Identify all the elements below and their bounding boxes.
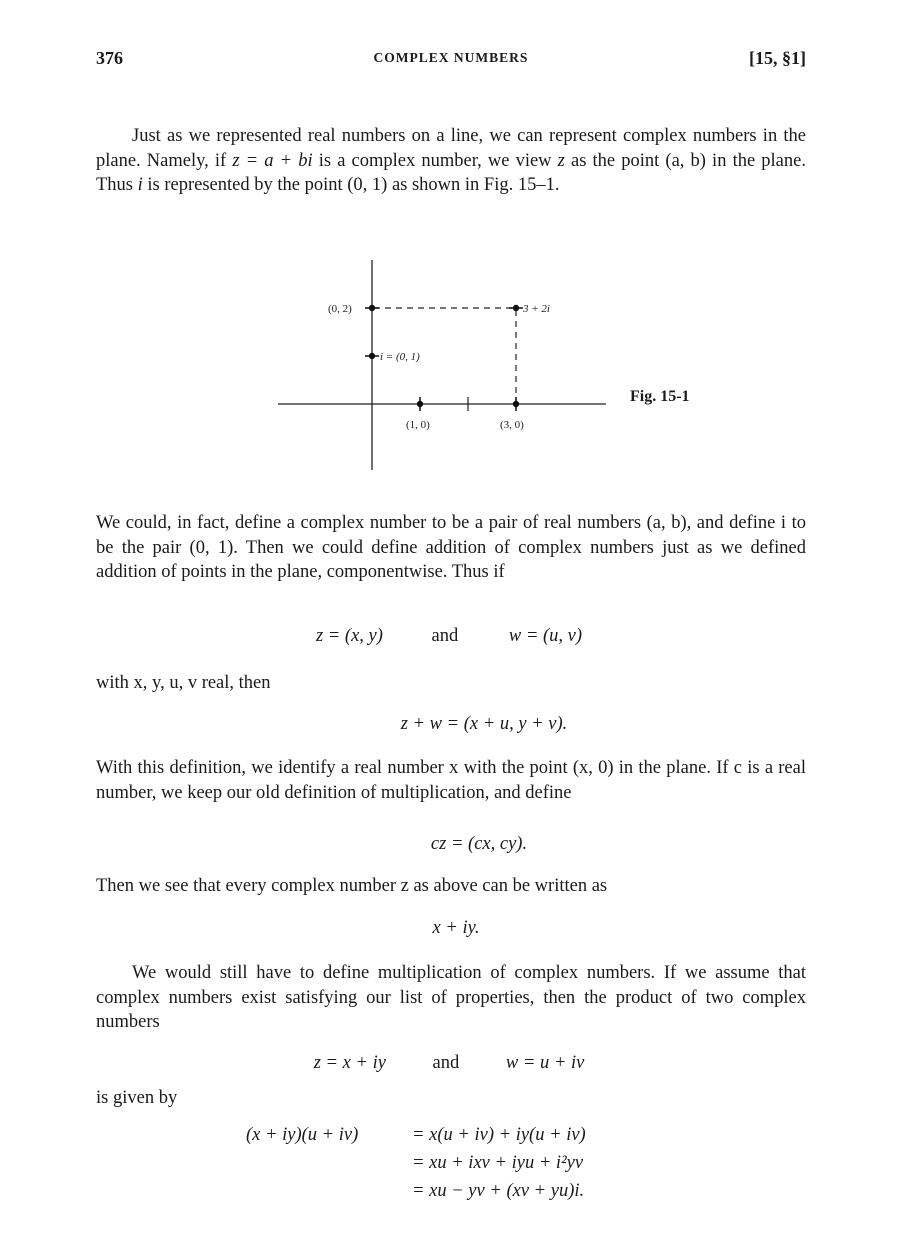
paragraph-definition: We could, in fact, define a complex number to be a pair of real numbers (a, b), and define i to be the pair (0, 1). Then we could define addition of complex numbers just as we defined addition of points in the plane, componentwise. Thus if	[96, 513, 806, 582]
text-span: is a complex number, we view	[312, 150, 558, 171]
figure-complex-plane	[270, 258, 740, 473]
point-3-0	[513, 397, 519, 411]
label-i-0-1: i = (0, 1)	[380, 351, 420, 363]
product-step-1: = x(u + iv) + iy(u + iv)	[412, 1125, 586, 1145]
math-expression: z = (x, y)	[315, 626, 383, 646]
equation-addition: z + w = (x + u, y + v).	[400, 714, 568, 734]
conjunction: and	[431, 626, 459, 646]
label-1-0: (1, 0)	[406, 419, 430, 431]
text-span: as the point	[564, 150, 666, 171]
text-span: in the plane. Thus	[96, 150, 806, 195]
paragraph-identify-real: With this definition, we identify a real number x with the point (x, 0) in the plane. If c is a real number, we keep our old definition of multiplication, and define	[96, 758, 806, 803]
point-3-2i	[509, 305, 523, 311]
complex-plane-diagram	[270, 258, 740, 473]
text-span: is represented by the point (0, 1) as shown in Fig. 15–1.	[142, 175, 560, 195]
paragraph-multiplication: We would still have to define multiplication of complex numbers. If we assume that complex numbers exist satisfying our list of properties, then the product of two complex numbers	[96, 963, 806, 1032]
inline-math: i	[137, 175, 143, 195]
math-expression: z = x + iy	[313, 1053, 386, 1073]
equation-x-plus-iy: x + iy.	[432, 918, 480, 938]
figure-caption: Fig. 15-1	[630, 388, 690, 405]
product-step-2: = xu + ixv + iyu + i²yv	[412, 1153, 584, 1173]
product-step-3: = xu − yv + (xv + yu)i.	[412, 1181, 585, 1201]
paragraph-written-as: Then we see that every complex number z as above can be written as	[96, 876, 608, 896]
inline-math: (a, b)	[665, 150, 706, 171]
conjunction: and	[432, 1053, 460, 1073]
equation-z-w-forms	[0, 1053, 898, 1074]
inline-math: z	[557, 150, 565, 171]
paragraph-intro	[96, 124, 806, 198]
page-number: 376	[96, 48, 123, 68]
math-expression: w = u + iv	[505, 1053, 585, 1073]
inline-math: z = a + bi	[232, 150, 313, 171]
math-expression: w = (u, v)	[508, 626, 582, 646]
running-title: COMPLEX NUMBERS	[373, 50, 529, 65]
point-i	[365, 353, 379, 359]
point-0-2	[365, 305, 379, 311]
text-span: Just as we represented real numbers on a line, we can represent complex numbers in the plane. Namely, if	[96, 126, 806, 171]
point-1-0	[417, 397, 423, 411]
paragraph-real-values: with x, y, u, v real, then	[96, 673, 271, 693]
equation-scalar-mult: cz = (cx, cy).	[430, 834, 528, 854]
label-0-2: (0, 2)	[328, 303, 352, 315]
label-3-0: (3, 0)	[500, 419, 524, 431]
label-3-2i: 3 + 2i	[523, 303, 550, 315]
section-reference: [15, §1]	[749, 48, 806, 68]
page-header	[96, 48, 806, 72]
equation-z-w-pairs	[0, 626, 898, 647]
paragraph-given-by: is given by	[96, 1088, 178, 1108]
product-lhs: (x + iy)(u + iv)	[246, 1125, 359, 1145]
